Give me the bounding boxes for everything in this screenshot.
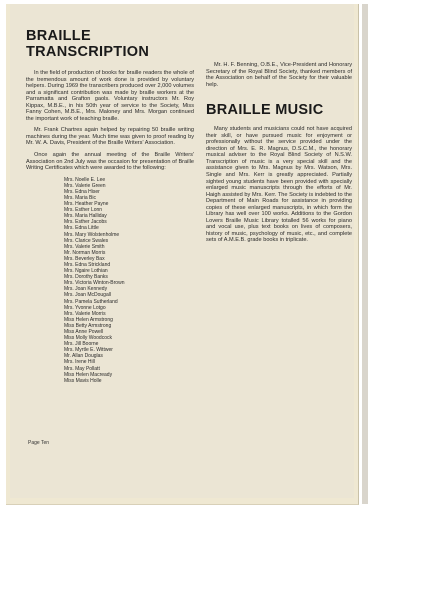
list-item: Mrs. Esther Lonn — [64, 207, 103, 214]
heading-line-2: TRANSCRIPTION — [26, 44, 150, 60]
document-page — [10, 4, 354, 498]
list-item: Mrs. Noelle E. Lee — [64, 176, 106, 183]
list-item: Mrs. Edna Strickland — [64, 261, 111, 268]
list-item: Mrs. Valerie Morris — [64, 310, 106, 317]
list-item: Miss Mavis Holle — [64, 377, 102, 384]
list-item: Mrs. Esther Jacobs — [64, 219, 107, 226]
list-item: Mr. Norman Morris — [64, 249, 106, 256]
right-column — [206, 62, 352, 244]
list-item: Miss Helen Armstrong — [64, 316, 113, 323]
list-item: Mr. Allan Douglas — [64, 353, 103, 360]
list-item: Mrs. Beverley Bax — [64, 255, 105, 262]
transcription-paragraph-1: In the field of production of books for braille readers the whole of the tremendous amount of work done is provided by voluntary helpers. During 1969 the transcribers produced over 2,000 volumes and a significant contribution was made by braille workers at the Parramatta and Grafton gaols. Voluntary instructors Mr. Roy Kippax, M.B.E., in his 50th year of service to the Society, Miss Fanny Cohen, M.B.E., Mrs. Maloney and Mrs. Morgan continued the important work of teaching braille. — [26, 70, 194, 122]
list-item: Miss Molly Woodcock — [64, 335, 112, 342]
list-item: Mrs. Ngaire Lothian — [64, 268, 108, 275]
list-item: Mrs. Mary Wolstenholme — [64, 231, 120, 238]
list-item: Miss Betty Armstrong — [64, 322, 112, 329]
benning-paragraph: Mr. H. F. Benning, O.B.E., Vice-President and Honorary Secretary of the Royal Blind Society, thanked members of the Association on behalf of the Society for their valuable help. — [206, 62, 352, 88]
list-item: Mrs. Joan McDougall — [64, 292, 111, 299]
list-item: Miss Anne Powell — [64, 329, 104, 335]
list-item: Mrs. Valerie Green — [64, 182, 106, 189]
list-item: Mrs. Edna Hiser — [64, 188, 100, 195]
transcription-paragraph-3: Once again the annual meeting of the Braille Writers' Association on 2nd July was the occasion for presentation of Braille Writing Certificates which were awarded to the following: — [26, 152, 194, 172]
heading-line-1: BRAILLE — [26, 28, 91, 44]
transcription-paragraph-2: Mr. Frank Chartres again helped by repairing 50 braille writing machines during the year. Much time was given to proof reading by Mr. W. A. Davis, President of the Braille Writers' Association. — [26, 127, 194, 147]
music-paragraph: Many students and musicians could not have acquired their skill, or have pursued music for enjoyment or professionally without the service provided under the direction of Mrs. E. R. Magnus, D.S.C.M., the honorary musical adviser to the Royal Blind Society of N.S.W. Transcription of music is a very special skill and the assistance given to Mrs. Magnus by Mrs. Watson, Mrs. Single and Mrs. Kerr is greatly appreciated. Partially sighted young students have been provided with specially enlarged music manuscripts through the efforts of Mr. Haigh assisted by Mrs. Kerr. The Society is indebted to the Department of Main Roads for assistance in providing copies of these enlarged manuscripts, in which form the Library has well over 100 works. Additions to the Gordon Lovers Braille Music Library totalled 56 works for piano and vocal use, plus text books on lives of composers, history of music, psychology of music, etc., and complete sets of A.M.E.B. grade books in triplicate. — [206, 126, 352, 244]
list-item: Mrs. Maria Halliday — [64, 213, 107, 220]
section-heading-braille-music: BRAILLE MUSIC — [206, 102, 324, 119]
list-item: Mrs. Irene Hill — [64, 359, 95, 366]
left-column — [26, 28, 194, 384]
list-item: Mrs. Yvonne Lotgo — [64, 304, 106, 311]
list-item: Mrs. May Pollatt — [64, 365, 100, 372]
list-item: Mrs. Clarice Swales — [64, 237, 109, 244]
list-item: Mrs. Heather Payne — [64, 201, 109, 208]
list-item: Mrs. Edna Little — [64, 225, 99, 232]
list-item: Mrs. Jill Boorne — [64, 341, 99, 348]
section-heading-braille-transcription — [26, 28, 194, 60]
list-item: Mrs. Valerie Smith — [64, 243, 105, 250]
list-item: Mrs. Maria Bic — [64, 194, 96, 201]
page-number: Page Ten — [28, 440, 50, 446]
list-item: Miss Helen Macready — [64, 371, 113, 378]
list-item: Mrs. Victoria Winton-Brown — [64, 280, 125, 287]
scan-edge-strip — [362, 4, 368, 504]
list-item: Mrs. Joan Kennedy — [64, 286, 108, 293]
list-item: Mrs. Myrtle E. Wittwer — [64, 347, 113, 354]
list-item: Mrs. Pamela Sutherland — [64, 298, 118, 305]
list-item: Mrs. Dorothy Banks — [64, 274, 108, 281]
certificate-recipients-list — [64, 177, 194, 384]
